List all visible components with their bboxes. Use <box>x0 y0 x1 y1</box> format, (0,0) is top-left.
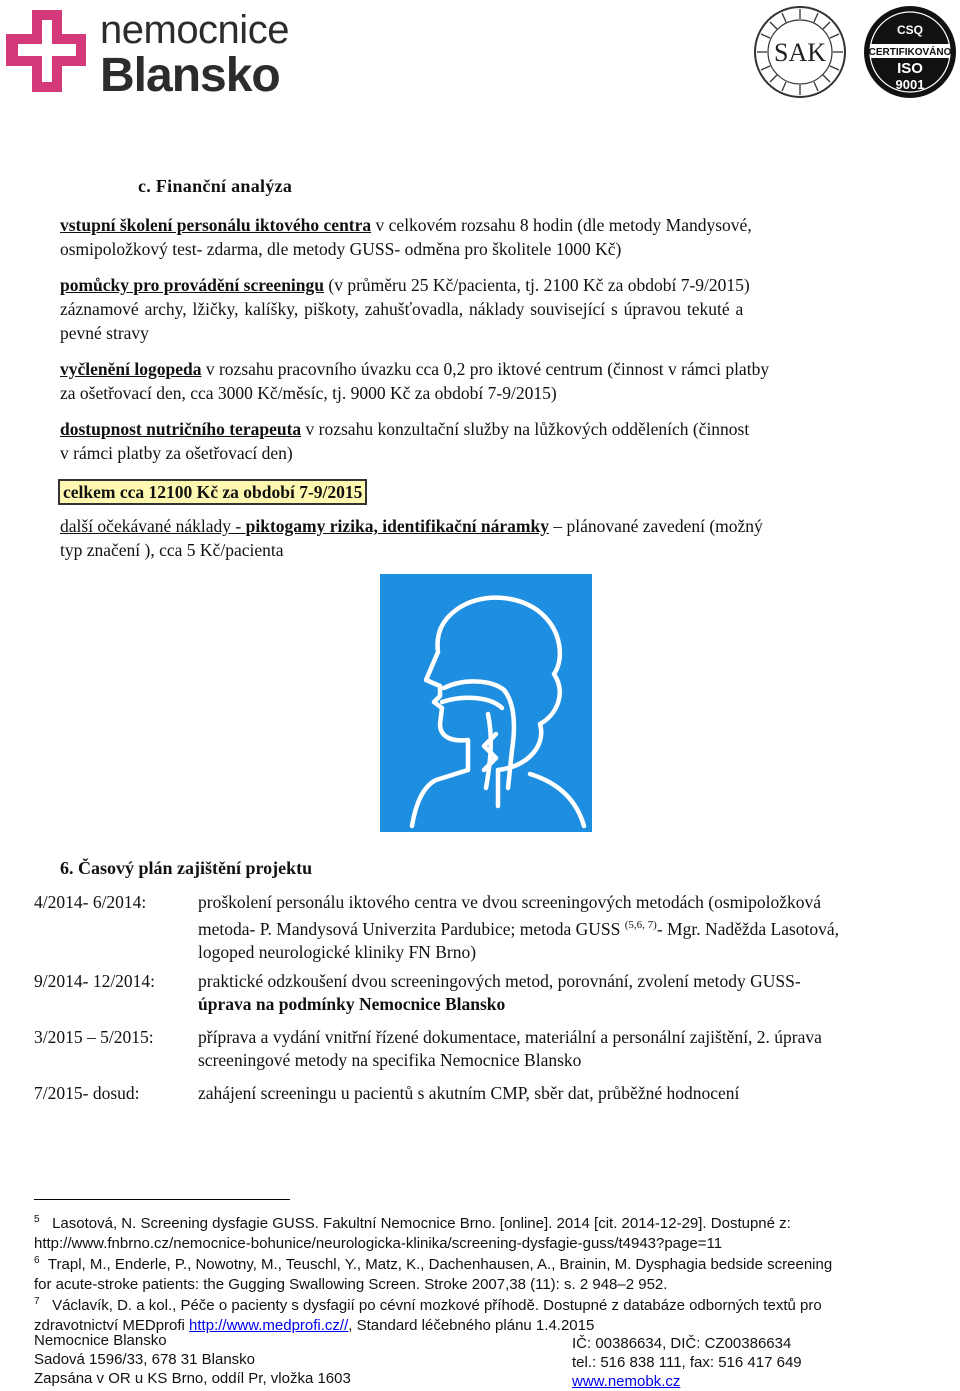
aids-text-1: (v průměru 25 Kč/pacienta, tj. 2100 Kč za období 7-9/2015) <box>324 275 750 295</box>
schedule-text-4 <box>198 1082 932 1105</box>
csq-seal-top: CSQ <box>896 23 924 37</box>
sak-seal-label: SAK <box>773 38 827 67</box>
csq-seal-iso: ISO <box>897 60 923 77</box>
footnote-6-line2: for acute-stroke patients: the Gugging Swallowing Screen. Stroke 2007,38 (11): s. 2 948–2 952. <box>34 1276 668 1293</box>
further-costs-prefix: další očekávané náklady - <box>60 516 246 536</box>
schedule-text-1-line1: proškolení personálu iktového centra ve dvou screeningových metodách (osmipoložková <box>198 892 822 912</box>
footnote-separator <box>34 1199 290 1200</box>
sak-accreditation-seal-icon <box>752 4 848 100</box>
aids-paragraph <box>60 273 932 345</box>
footer-org-name: Nemocnice Blansko <box>34 1332 167 1349</box>
section-c-heading: c. Finanční analýza <box>138 176 293 196</box>
medprofi-link[interactable]: http://www.medprofi.cz// <box>189 1317 349 1334</box>
schedule-text-4-line1: zahájení screeningu u pacientů s akutním CMP, sběr dat, průběžné hodnocení <box>198 1083 740 1103</box>
training-title: vstupní školení personálu iktového centra <box>60 215 372 235</box>
swallowing-pictogram-icon <box>380 574 592 832</box>
footnote-6-line1: Trapl, M., Enderle, P., Nowotny, M., Teuschl, Y., Matz, K., Dachenhausen, A., Brainin, M. Dysphagia bedside screening <box>47 1256 833 1273</box>
footnote-5-number: 5 <box>34 1214 40 1225</box>
speech-therapist-text-2: za ošetřovací den, cca 3000 Kč/měsíc, tj. 9000 Kč za období 7-9/2015) <box>60 383 557 403</box>
training-paragraph <box>60 213 932 261</box>
schedule-text-1 <box>198 891 932 964</box>
logo-wordmark-bottom: Blansko <box>100 49 280 102</box>
footnote-7-line1: Václavík, D. a kol., Péče o pacienty s dysfagií po cévní mozkové příhodě. Dostupné z databáze odborných textů pro <box>52 1297 822 1314</box>
schedule-date-4: 7/2015- dosud: <box>34 1083 140 1103</box>
further-costs-text-2: typ značení ), cca 5 Kč/pacienta <box>60 540 284 560</box>
schedule-text-1-line2b: - Mgr. Naděžda Lasotová, <box>656 918 840 939</box>
further-costs-paragraph <box>60 514 932 562</box>
schedule-text-3-line1: příprava a vydání vnitřní řízené dokumentace, materiální a personální zajištění, 2. úprava <box>198 1027 822 1047</box>
csq-seal-certified: CERTIFIKOVÁNO <box>868 47 952 58</box>
speech-therapist-paragraph <box>60 357 932 405</box>
logo-wordmark-top: nemocnice <box>100 8 289 52</box>
schedule-text-2 <box>198 970 932 1016</box>
training-text-2: osmipoložkový test- zdarma, dle metody GUSS- odměna pro školitele 1000 Kč) <box>60 239 622 259</box>
footnote-5-line1: Lasotová, N. Screening dysfagie GUSS. Fakultní Nemocnice Brno. [online]. 2014 [cit. 2014-12-29]. Dostupné z: <box>52 1215 791 1232</box>
footnote-7 <box>34 1292 932 1336</box>
further-costs-items: piktogamy rizika, identifikační náramky <box>245 516 549 536</box>
footnote-7-line2-pre: zdravotnictví MEDprofi <box>34 1317 190 1334</box>
footnote-5-line2: http://www.fnbrno.cz/nemocnice-bohunice/neurologicka-klinika/screening-dysfagie-guss/t4943?page=11 <box>34 1235 723 1252</box>
schedule-text-1-sup: (5,6, 7) <box>624 919 657 931</box>
schedule-text-2-line2: úprava na podmínky Nemocnice Blansko <box>198 994 506 1014</box>
footnote-6 <box>34 1251 932 1295</box>
footer-right <box>572 1334 802 1391</box>
schedule-text-3 <box>198 1026 932 1072</box>
csq-iso-9001-seal-icon <box>862 4 958 100</box>
schedule-date-1: 4/2014- 6/2014: <box>34 892 147 912</box>
further-costs-text-1: – plánované zavedení (možný <box>548 516 763 536</box>
schedule-text-1-line2a: metoda- P. Mandysová Univerzita Pardubice; metoda GUSS <box>198 918 625 939</box>
footer-web-link[interactable]: www.nemobk.cz <box>572 1373 681 1390</box>
footnote-7-line2-post: , Standard léčebného plánu 1.4.2015 <box>348 1317 595 1334</box>
aids-text-2: záznamové archy, lžičky, kalíšky, piškoty, zahušťovadla, náklady související s úpravou tekuté a <box>60 299 744 319</box>
aids-title: pomůcky pro provádění screeningu <box>60 275 325 295</box>
section-6-heading: 6. Časový plán zajištění projektu <box>60 858 313 878</box>
schedule-date-2: 9/2014- 12/2014: <box>34 971 156 991</box>
schedule-text-2-line1: praktické odzkoušení dvou screeningových metod, porovnání, zvolení metody GUSS- <box>198 971 801 991</box>
footer-address: Sadová 1596/33, 678 31 Blansko <box>34 1351 256 1368</box>
nutrition-text-2: v rámci platby za ošetřovací den) <box>60 443 293 463</box>
footnote-7-number: 7 <box>34 1296 40 1307</box>
footnote-6-number: 6 <box>34 1255 40 1266</box>
footer-ids: IČ: 00386634, DIČ: CZ00386634 <box>572 1335 792 1352</box>
footer-registration: Zapsána v OR u KS Brno, oddíl Pr, vložka 1603 <box>34 1370 351 1387</box>
training-text-1: v celkovém rozsahu 8 hodin (dle metody Mandysové, <box>371 215 752 235</box>
schedule-date-3: 3/2015 – 5/2015: <box>34 1027 154 1047</box>
footer-left <box>34 1331 351 1388</box>
csq-seal-number: 9001 <box>895 77 925 92</box>
schedule-text-3-line2: screeningové metody na specifika Nemocnice Blansko <box>198 1050 582 1070</box>
footnote-5 <box>34 1210 932 1254</box>
speech-therapist-title: vyčlenění logopeda <box>60 359 202 379</box>
aids-text-3: pevné stravy <box>60 323 149 343</box>
total-cost-highlight: celkem cca 12100 Kč za období 7-9/2015 <box>58 479 367 505</box>
schedule-text-1-line3: logoped neurologické kliniky FN Brno) <box>198 941 477 962</box>
nutrition-title: dostupnost nutričního terapeuta <box>60 419 302 439</box>
nutrition-paragraph <box>60 417 932 465</box>
footer-phone: tel.: 516 838 111, fax: 516 417 649 <box>572 1354 802 1371</box>
hospital-cross-logo-icon <box>2 6 92 96</box>
nutrition-text-1: v rozsahu konzultační služby na lůžkových odděleních (činnost <box>301 419 750 439</box>
speech-therapist-text-1: v rozsahu pracovního úvazku cca 0,2 pro iktové centrum (činnost v rámci platby <box>201 359 770 379</box>
